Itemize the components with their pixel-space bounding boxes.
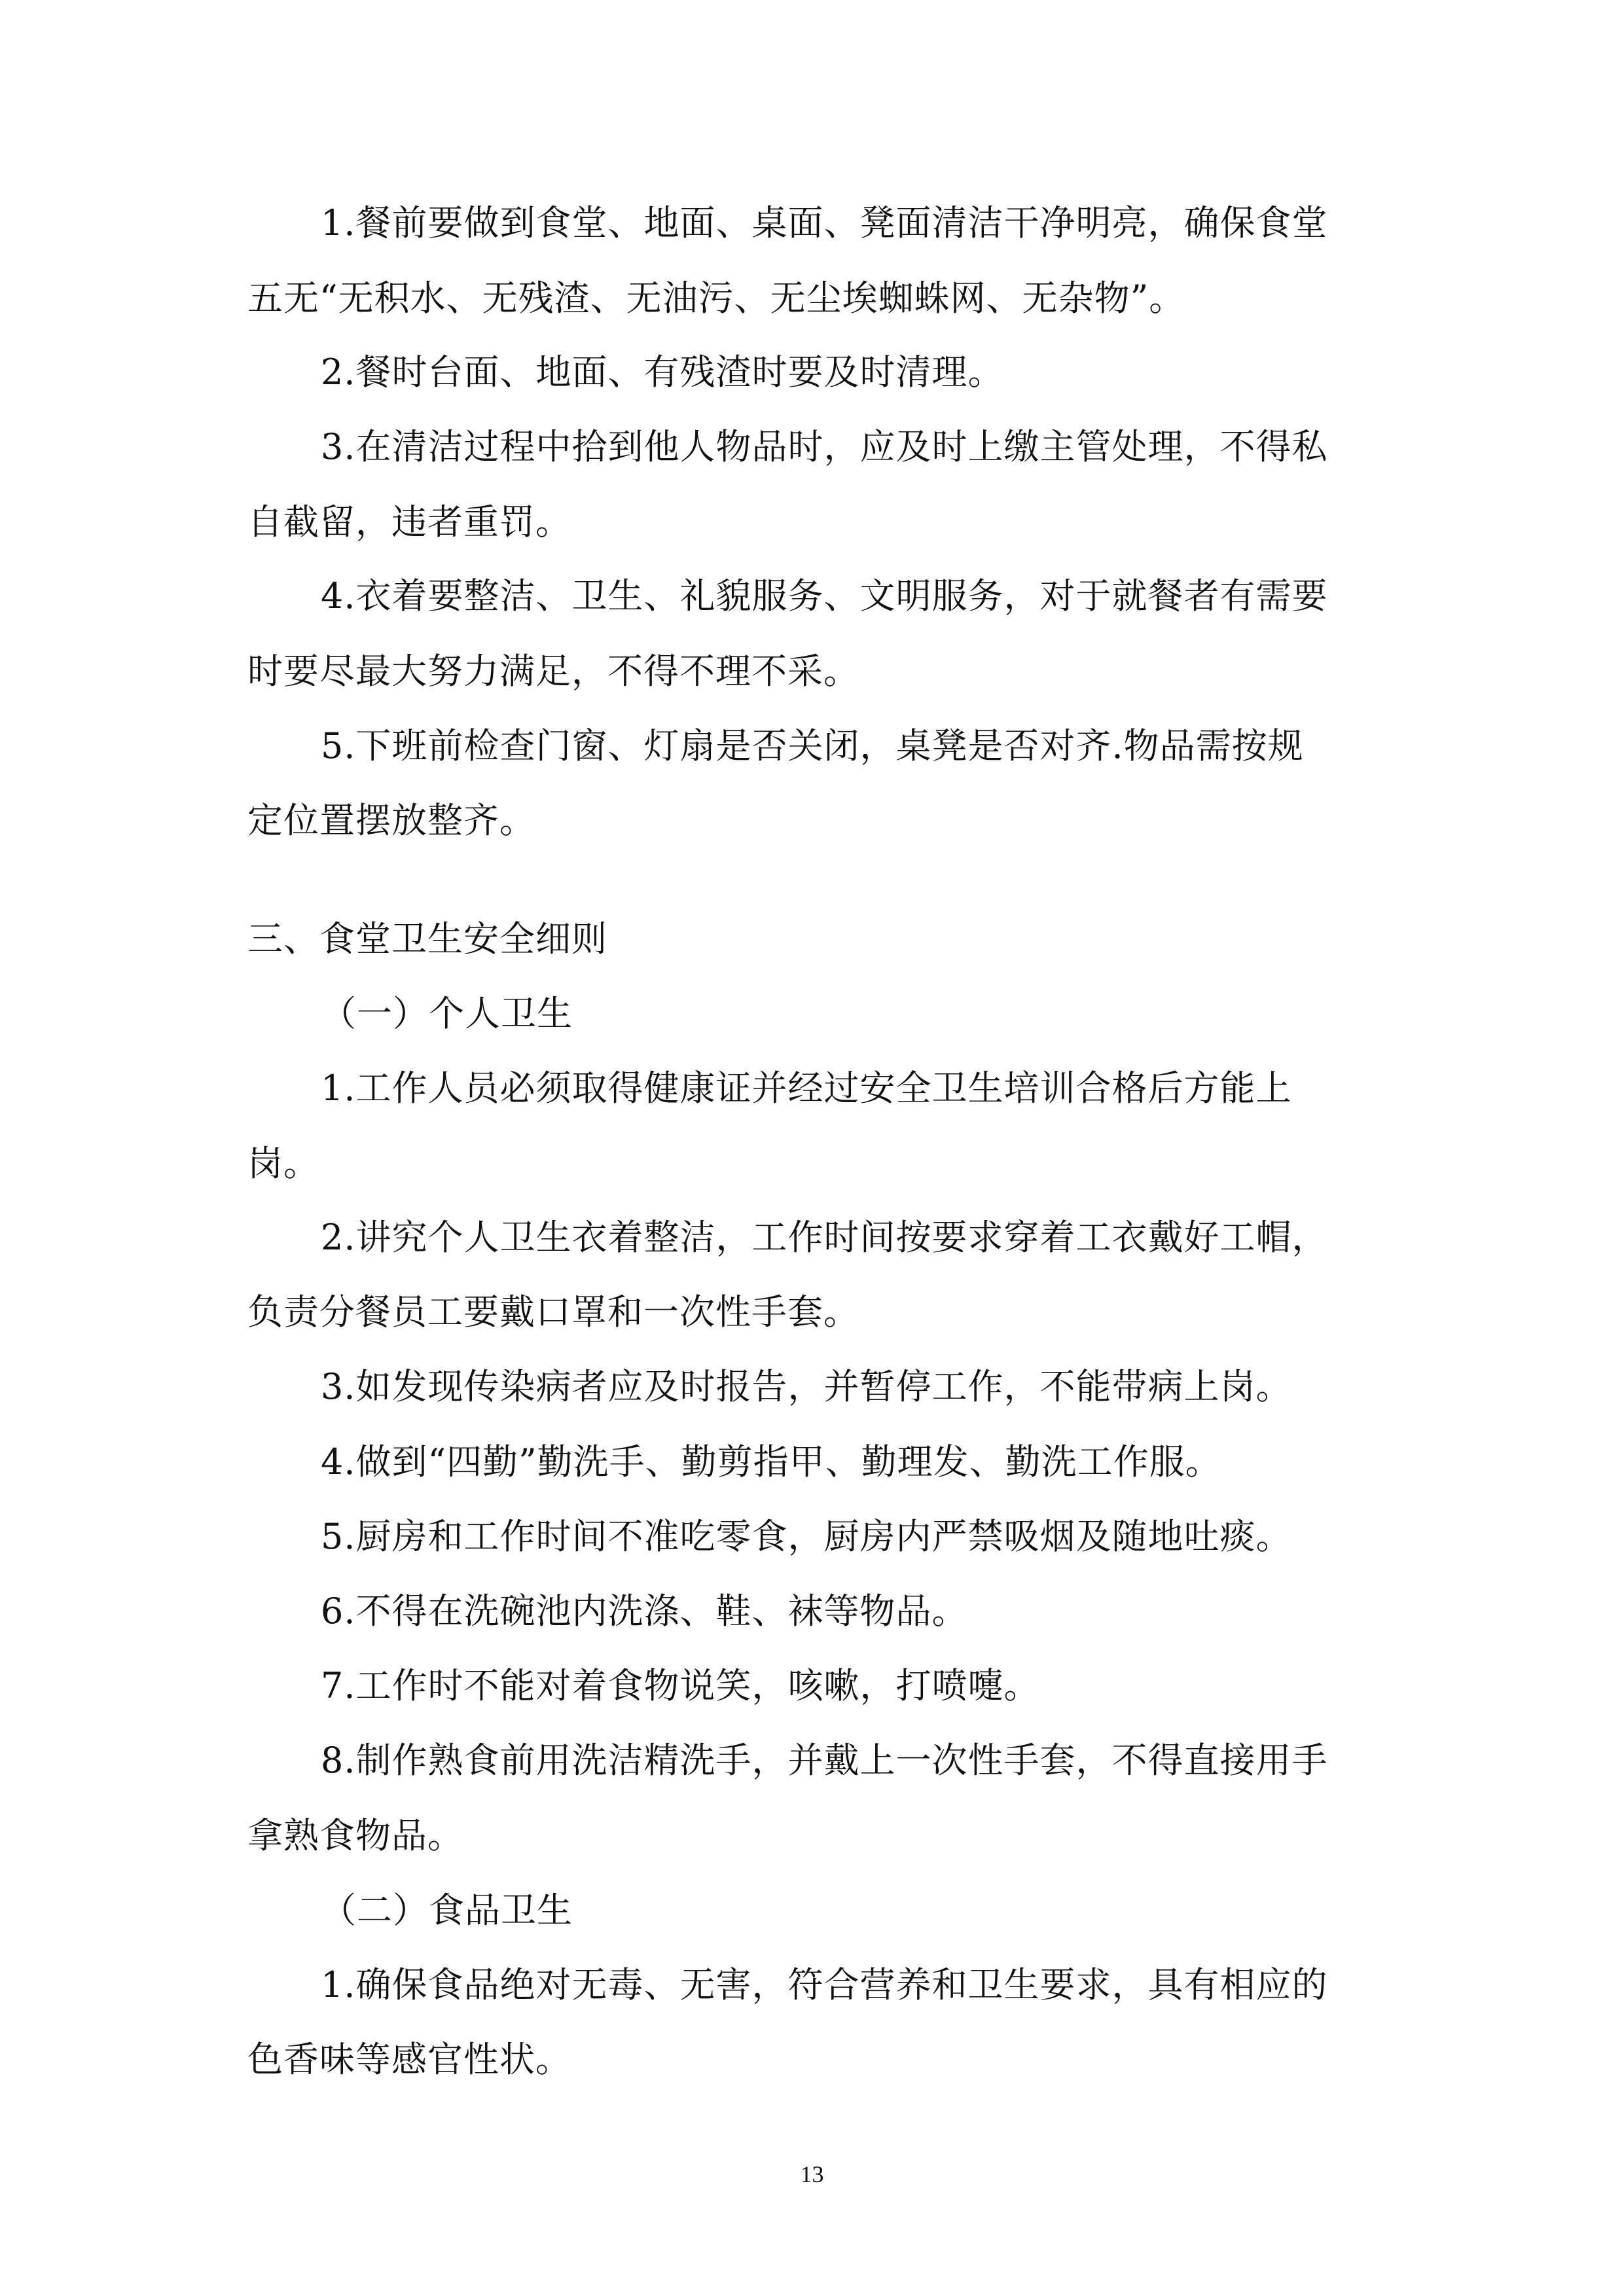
paragraph-line: 4.衣着要整洁、卫生、礼貌服务、文明服务，对于就餐者有需要 [321,575,1328,617]
paragraph-line: 2.讲究个人卫生衣着整洁，工作时间按要求穿着工衣戴好工帽， [321,1217,1328,1258]
paragraph-line: 5.下班前检查门窗、灯扇是否关闭，桌凳是否对齐.物品需按规 [321,725,1304,766]
paragraph-line: 五无“无积水、无残渣、无油污、无尘埃蜘蛛网、无杂物”。 [247,278,1185,319]
paragraph-line: 7.工作时不能对着食物说笑，咳嗽，打喷嚏。 [321,1665,1040,1706]
paragraph-line: 3.在清洁过程中拾到他人物品时，应及时上缴主管处理，不得私 [321,426,1328,467]
paragraph-line: 2.餐时台面、地面、有残渣时要及时清理。 [321,351,1004,393]
paragraph-line: 1.工作人员必须取得健康证并经过安全卫生培训合格后方能上 [321,1067,1292,1109]
paragraph-line: 4.做到“四勤”勤洗手、勤剪指甲、勤理发、勤洗工作服。 [321,1441,1221,1482]
subsection-heading: （二）食品卫生 [321,1890,573,1931]
paragraph-line: 时要尽最大努力满足，不得不理不采。 [247,651,859,692]
subsection-heading: （一）个人卫生 [321,993,573,1034]
paragraph-line: 定位置摆放整齐。 [247,800,535,841]
paragraph-line: 拿熟食物品。 [247,1815,463,1856]
paragraph-line: 岗。 [247,1143,319,1184]
paragraph-line: 1.餐前要做到食堂、地面、桌面、凳面清洁干净明亮，确保食堂 [321,202,1328,243]
paragraph-line: 5.厨房和工作时间不准吃零食，厨房内严禁吸烟及随地吐痰。 [321,1516,1292,1557]
paragraph-line: 自截留，违者重罚。 [247,501,571,543]
section-heading: 三、食堂卫生安全细则 [247,918,607,960]
paragraph-line: 3.如发现传染病者应及时报告，并暂停工作，不能带病上岗。 [321,1366,1292,1407]
paragraph-line: 负责分餐员工要戴口罩和一次性手套。 [247,1291,859,1333]
paragraph-line: 色香味等感官性状。 [247,2039,571,2080]
paragraph-line: 8.制作熟食前用洗洁精洗手，并戴上一次性手套，不得直接用手 [321,1740,1328,1781]
page-number: 13 [800,2161,824,2187]
paragraph-line: 1.确保食品绝对无毒、无害，符合营养和卫生要求，具有相应的 [321,1964,1328,2005]
paragraph-line: 6.不得在洗碗池内洗涤、鞋、袜等物品。 [321,1590,968,1632]
